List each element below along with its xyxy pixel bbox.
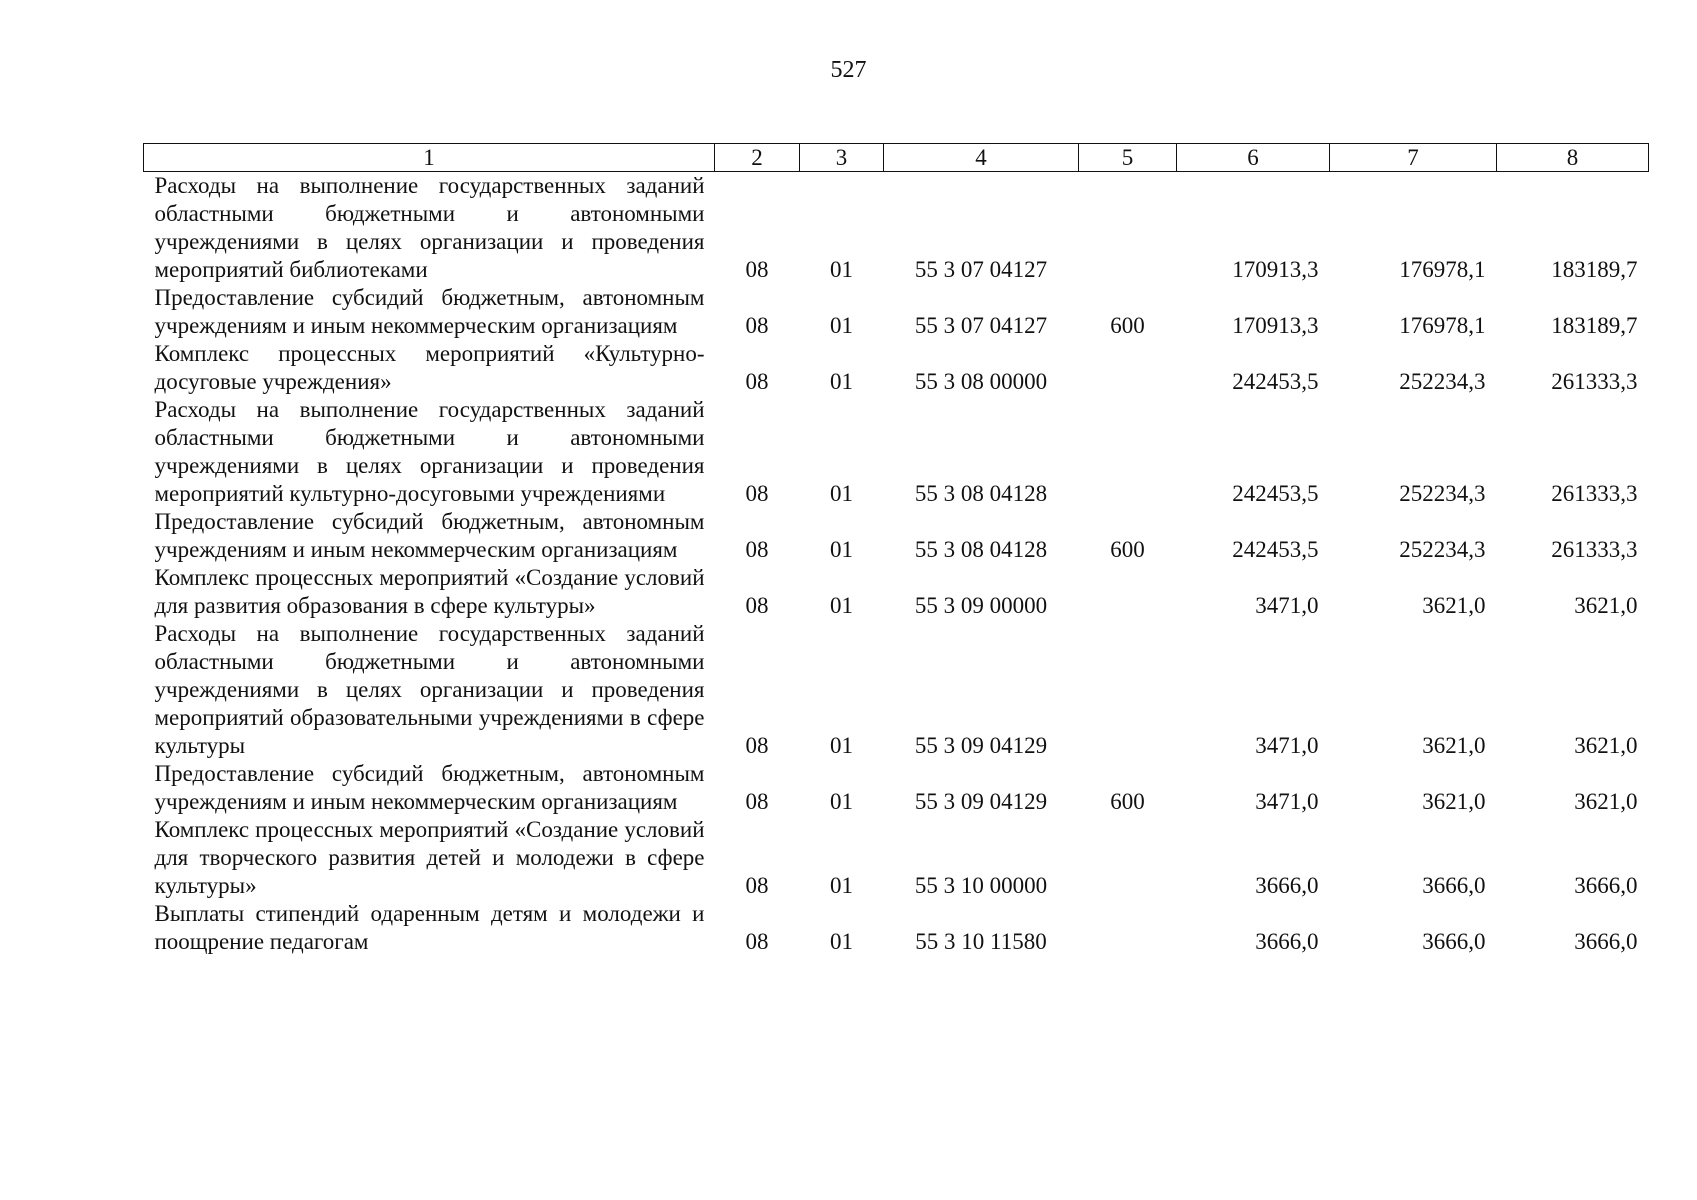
- row-description: Предоставление субсидий бюджетным, автономным учреждениям и иным некоммерческим организациям: [154, 285, 705, 338]
- target-article-code: 55 3 08 04128: [914, 537, 1048, 562]
- amount-col8: 3621,0: [1574, 593, 1638, 618]
- expense-type-code: [1079, 900, 1177, 956]
- subsection-code: 01: [830, 257, 853, 282]
- row-description: Расходы на выполнение государственных заданий областными бюджетными и автономными учреждениями в целях организации и проведения мероприятий библиотеками: [154, 173, 705, 282]
- amount-col7: 252234,3: [1399, 369, 1486, 394]
- row-description: Комплекс процессных мероприятий «Создание условий для творческого развития детей и молодежи в сфере культуры»: [154, 817, 705, 898]
- header-row: [144, 144, 1649, 172]
- target-article-code: 55 3 10 11580: [915, 929, 1047, 954]
- row-description: Комплекс процессных мероприятий «Культурно-досуговые учреждения»: [154, 341, 705, 394]
- amount-col8: 3621,0: [1574, 733, 1638, 758]
- amount-col7: 3621,0: [1422, 789, 1486, 814]
- expense-type-code: [1079, 340, 1177, 396]
- column-header-4: 4: [884, 144, 1079, 172]
- section-code: 08: [745, 369, 769, 394]
- row-description: Расходы на выполнение государственных заданий областными бюджетными и автономными учреждениями в целях организации и проведения мероприятий образовательными учреждениями в сфере культуры: [154, 621, 705, 758]
- expense-type-code: [1079, 396, 1177, 508]
- section-code: 08: [745, 481, 769, 506]
- amount-col7: 176978,1: [1399, 313, 1486, 338]
- section-code: 08: [745, 257, 769, 282]
- amount-col6: 242453,5: [1232, 537, 1319, 562]
- column-header-2: 2: [715, 144, 800, 172]
- target-article-code: 55 3 10 00000: [914, 873, 1048, 898]
- table-row: [144, 172, 1649, 285]
- target-article-code: 55 3 09 04129: [914, 733, 1048, 758]
- column-header-5: 5: [1079, 144, 1177, 172]
- row-description: Расходы на выполнение государственных заданий областными бюджетными и автономными учреждениями в целях организации и проведения мероприятий культурно-досуговыми учреждениями: [154, 397, 705, 506]
- section-code: 08: [745, 789, 769, 814]
- table-row: [144, 340, 1649, 396]
- amount-col6: 3471,0: [1255, 789, 1319, 814]
- amount-col7: 252234,3: [1399, 537, 1486, 562]
- table-row: [144, 284, 1649, 340]
- table-row: [144, 900, 1649, 956]
- column-header-1: 1: [144, 144, 715, 172]
- amount-col6: 242453,5: [1232, 369, 1319, 394]
- target-article-code: 55 3 09 04129: [914, 789, 1048, 814]
- amount-col8: 261333,3: [1551, 481, 1638, 506]
- amount-col8: 261333,3: [1551, 369, 1638, 394]
- target-article-code: 55 3 07 04127: [914, 257, 1048, 282]
- section-code: 08: [745, 873, 769, 898]
- row-description: Выплаты стипендий одаренным детям и молодежи и поощрение педагогам: [154, 901, 705, 954]
- subsection-code: 01: [830, 537, 853, 562]
- table-row: [144, 816, 1649, 900]
- amount-col8: 183189,7: [1551, 313, 1638, 338]
- amount-col6: 3471,0: [1255, 733, 1319, 758]
- column-header-7: 7: [1330, 144, 1497, 172]
- subsection-code: 01: [830, 593, 853, 618]
- subsection-code: 01: [830, 929, 853, 954]
- target-article-code: 55 3 09 00000: [914, 593, 1048, 618]
- column-header-3: 3: [800, 144, 884, 172]
- row-description: Предоставление субсидий бюджетным, автономным учреждениям и иным некоммерческим организациям: [154, 509, 705, 562]
- expense-type-code: [1079, 564, 1177, 620]
- column-header-8: 8: [1497, 144, 1649, 172]
- table-row: [144, 508, 1649, 564]
- row-description: Комплекс процессных мероприятий «Создание условий для развития образования в сфере культуры»: [154, 565, 705, 618]
- expense-type-code: [1079, 816, 1177, 900]
- section-code: 08: [745, 537, 769, 562]
- amount-col7: 176978,1: [1399, 257, 1486, 282]
- subsection-code: 01: [830, 789, 853, 814]
- amount-col6: 170913,3: [1232, 313, 1319, 338]
- table-row: [144, 760, 1649, 816]
- section-code: 08: [745, 733, 769, 758]
- expense-type-code: 600: [1110, 313, 1145, 338]
- section-code: 08: [745, 929, 769, 954]
- table-body: [144, 172, 1649, 957]
- table-row: [144, 564, 1649, 620]
- section-code: 08: [745, 593, 769, 618]
- table-row: [144, 396, 1649, 508]
- amount-col6: 242453,5: [1232, 481, 1319, 506]
- subsection-code: 01: [830, 873, 853, 898]
- amount-col7: 252234,3: [1399, 481, 1486, 506]
- subsection-code: 01: [830, 313, 853, 338]
- target-article-code: 55 3 07 04127: [914, 313, 1048, 338]
- amount-col7: 3621,0: [1422, 733, 1486, 758]
- amount-col6: 3666,0: [1255, 929, 1319, 954]
- amount-col6: 170913,3: [1232, 257, 1319, 282]
- column-header-6: 6: [1177, 144, 1330, 172]
- section-code: 08: [745, 313, 769, 338]
- subsection-code: 01: [830, 481, 853, 506]
- amount-col8: 183189,7: [1551, 257, 1638, 282]
- target-article-code: 55 3 08 00000: [914, 369, 1048, 394]
- subsection-code: 01: [830, 733, 853, 758]
- expense-type-code: [1079, 172, 1177, 285]
- target-article-code: 55 3 08 04128: [914, 481, 1048, 506]
- page-number: 527: [830, 57, 867, 83]
- expense-type-code: 600: [1110, 789, 1145, 814]
- expense-type-code: 600: [1110, 537, 1145, 562]
- table-row: [144, 620, 1649, 760]
- amount-col8: 3666,0: [1574, 929, 1638, 954]
- amount-col7: 3621,0: [1422, 593, 1486, 618]
- subsection-code: 01: [830, 369, 853, 394]
- amount-col7: 3666,0: [1422, 929, 1486, 954]
- table-header: [144, 144, 1649, 172]
- amount-col8: 3621,0: [1574, 789, 1638, 814]
- row-description: Предоставление субсидий бюджетным, автономным учреждениям и иным некоммерческим организациям: [154, 761, 705, 814]
- amount-col6: 3471,0: [1255, 593, 1319, 618]
- amount-col6: 3666,0: [1255, 873, 1319, 898]
- amount-col7: 3666,0: [1422, 873, 1486, 898]
- amount-col8: 261333,3: [1551, 537, 1638, 562]
- amount-col8: 3666,0: [1574, 873, 1638, 898]
- budget-table: [143, 143, 1649, 956]
- expense-type-code: [1079, 620, 1177, 760]
